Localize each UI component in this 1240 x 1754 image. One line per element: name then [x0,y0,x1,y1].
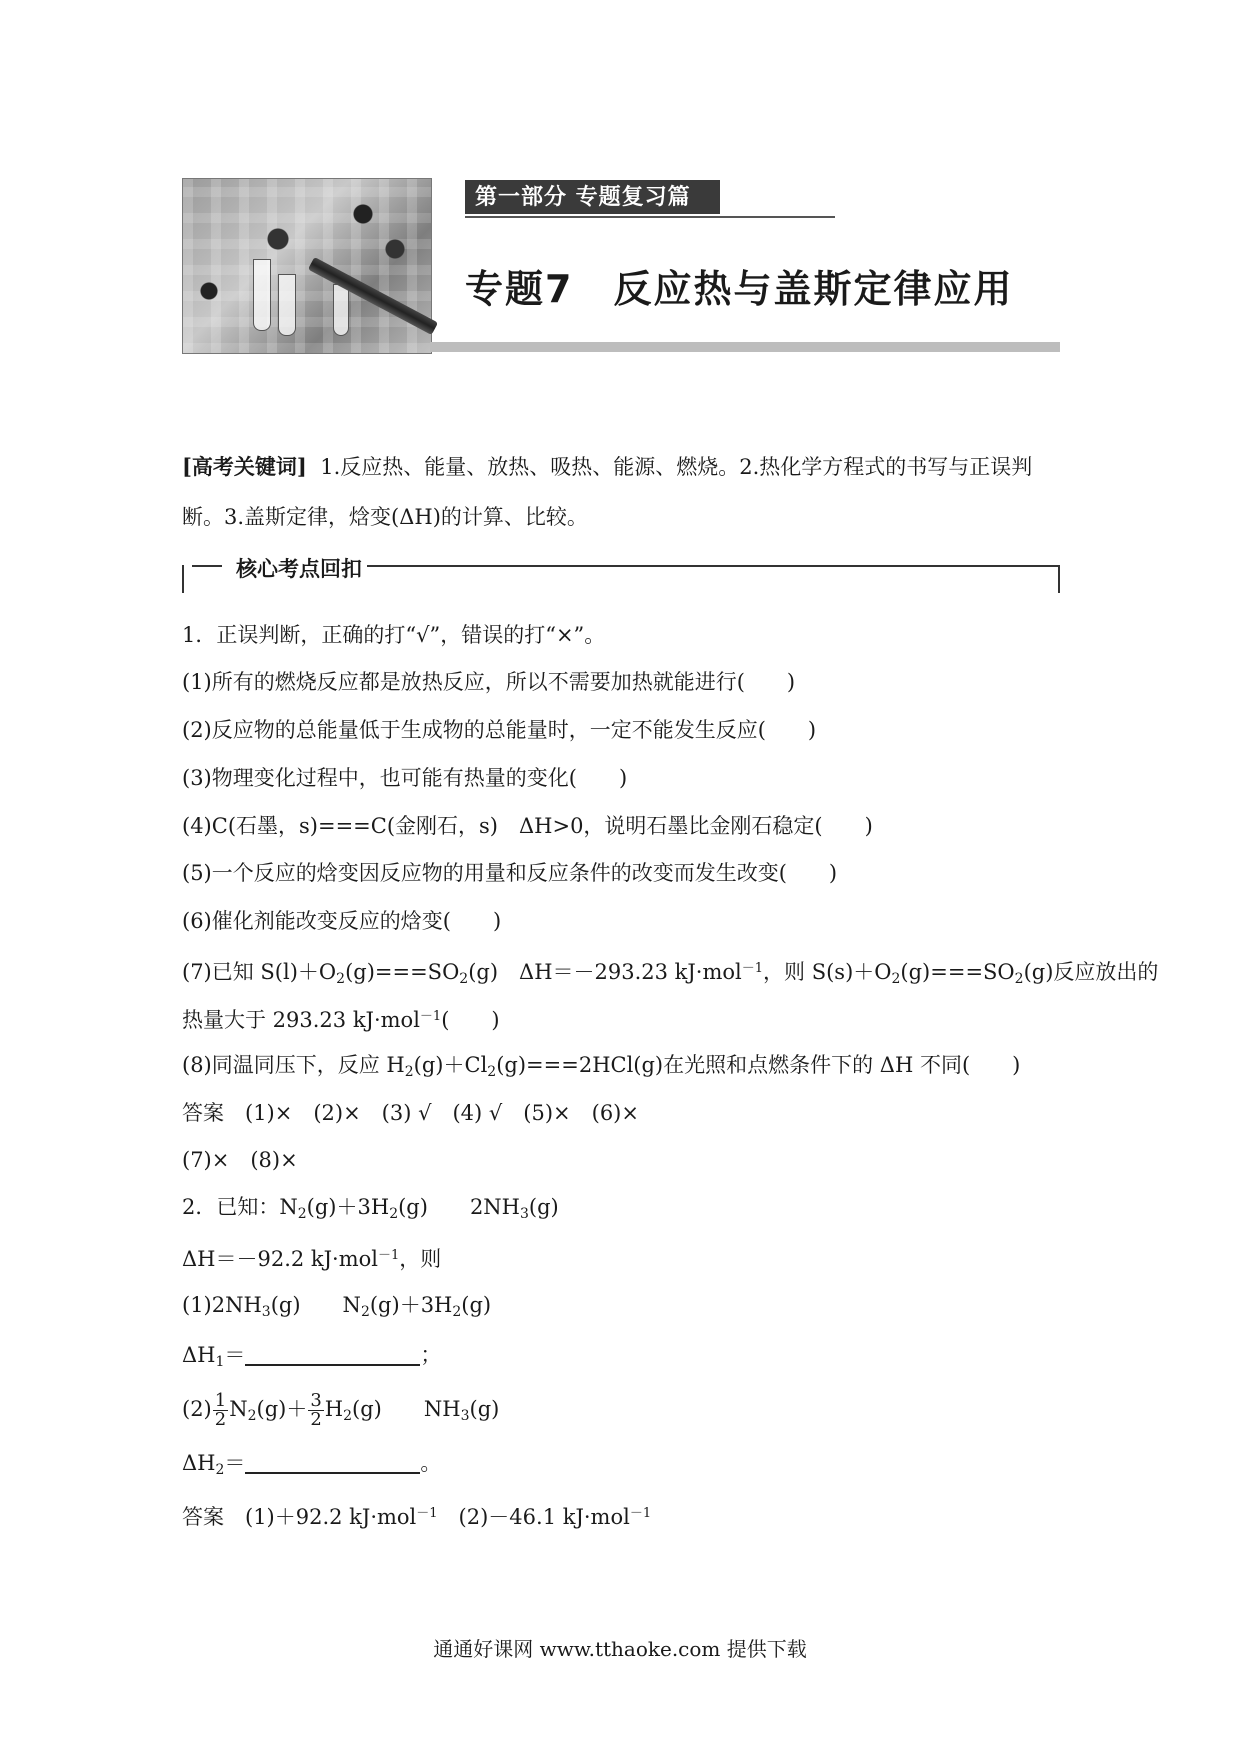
text: 答案 (1)＋92.2 kJ·mol [182,1505,417,1529]
q1-stem: 1．正误判断，正确的打“√”，错误的打“×”。 [182,623,606,647]
subscript: 2 [891,971,901,987]
subscript: 1 [215,1354,225,1370]
text: (g) [469,1397,500,1421]
text: 热量大于 293.23 kJ·mol [182,1008,420,1032]
subscript: 2 [487,1064,497,1080]
keywords-line-1 [182,453,1032,481]
keywords-text: 1.反应热、能量、放热、吸热、能源、燃烧。2.热化学方程式的书写与正误判 [320,455,1033,479]
q2-part-2 [182,1392,499,1430]
q1-answer-cont: (7)× (8)× [182,1148,298,1172]
section-rule-left [192,565,222,567]
superscript: －1 [416,1506,438,1521]
q1-item: (5)一个反应的焓变因反应物的用量和反应条件的改变而发生改变( ) [182,861,838,885]
header-illustration [182,178,432,354]
subscript: 2 [404,1064,414,1080]
subscript: 2 [452,1304,462,1320]
section-header [182,553,1060,593]
section-rule-right [367,565,1060,567]
denominator: 2 [310,1409,322,1430]
section-bracket-left [182,565,184,593]
part-underline [465,216,835,218]
q1-item: (6)催化剂能改变反应的焓变( ) [182,909,502,933]
text: (g) [528,1195,559,1219]
text: (g) N [270,1293,361,1317]
q1-item-7 [182,955,1158,993]
q1-answer: 答案 (1)× (2)× (3) √ (4) √ (5)× (6)× [182,1101,639,1125]
syringe-icon [308,257,438,335]
subscript: 2 [1014,971,1024,987]
fraction-one-half [213,1392,228,1429]
text: ＝ [224,1343,246,1367]
text: ΔH [182,1343,216,1367]
subscript: 2 [336,971,346,987]
fraction-three-halves [308,1392,323,1429]
subscript: 2 [459,971,469,987]
q1-item-7-cont [182,1003,500,1034]
text: (g)＋Cl [413,1053,488,1077]
text: (g)＋3H [306,1195,390,1219]
q1-item: (2)反应物的总能量低于生成物的总能量时，一定不能发生反应( ) [182,718,817,742]
text: (g)＋ [256,1397,308,1421]
text: (2)－46.1 kJ·mol [437,1505,630,1529]
text: ，则 S(s)＋O [763,960,892,984]
q2-delta-h [182,1242,441,1273]
q1-item: (1)所有的燃烧反应都是放热反应，所以不需要加热就能进行( ) [182,670,796,694]
q2-stem [182,1193,559,1228]
text: (8)同温同压下，反应 H [182,1053,405,1077]
superscript: －1 [378,1248,400,1263]
text: (g)===SO [345,960,460,984]
superscript: －1 [419,1009,442,1024]
superscript: －1 [629,1506,652,1521]
numerator: 1 [214,1390,227,1411]
text: ΔH＝－92.2 kJ·mol [182,1247,379,1271]
q2-answer [182,1500,651,1531]
text: (g)反应放出的 [1023,960,1159,984]
test-tube-icon [278,274,296,336]
subscript: 2 [389,1206,399,1222]
text: (g) 2NH [398,1195,520,1219]
numerator: 3 [310,1390,322,1411]
text: H [324,1397,344,1421]
text: (g)＋3H [369,1293,453,1317]
part-label: 第一部分 专题复习篇 [465,180,720,214]
subscript: 2 [360,1304,370,1320]
header-divider [430,342,1060,352]
denominator: 2 [214,1409,227,1430]
subscript: 2 [247,1408,257,1424]
text: (g)===2HCl(g)在光照和点燃条件下的 ΔH 不同( ) [496,1053,1021,1077]
text: ＝ [224,1451,246,1475]
q1-item-8 [182,1051,1020,1086]
page-title: 专题7 反应热与盖斯定律应用 [465,267,1014,311]
text: (g)===SO [900,960,1015,984]
q1-item: (4)C(石墨，s)===C(金刚石，s) ΔH>0，说明石墨比金刚石稳定( ) [182,814,873,838]
answer-blank[interactable] [245,1346,420,1366]
test-tube-icon [253,259,271,331]
text: (2) [182,1397,212,1421]
q2-delta-h1 [182,1341,441,1376]
text: (g) ΔH＝－293.23 kJ·mol [468,960,742,984]
page-footer: 通通好课网 www.tthaoke.com 提供下载 [433,1637,807,1661]
text: (1)2NH [182,1293,262,1317]
text: ，则 [399,1247,442,1271]
text: (g) [461,1293,492,1317]
section-title: 核心考点回扣 [236,557,362,581]
keywords-label: [高考关键词] [182,454,307,479]
text: ΔH [182,1451,216,1475]
text: ； [420,1343,442,1367]
q2-part-1 [182,1291,491,1326]
text: 。 [420,1451,442,1475]
section-bracket-right [1058,565,1060,593]
keywords-line-2: 断。3.盖斯定律，焓变(ΔH)的计算、比较。 [182,505,588,529]
text: (g) NH [352,1397,461,1421]
superscript: －1 [741,961,764,976]
text: ( ) [441,1008,500,1032]
subscript: 2 [297,1206,307,1222]
subscript: 2 [215,1462,225,1478]
q1-item: (3)物理变化过程中，也可能有热量的变化( ) [182,766,628,790]
q2-delta-h2 [182,1449,441,1484]
subscript: 3 [460,1408,470,1424]
test-tube-icon [333,284,349,336]
subscript: 3 [261,1304,271,1320]
text: (7)已知 S(l)＋O [182,960,337,984]
text: 2．已知：N [182,1195,298,1219]
answer-blank[interactable] [245,1454,420,1474]
text: N [229,1397,248,1421]
subscript: 2 [343,1408,353,1424]
subscript: 3 [520,1206,529,1222]
